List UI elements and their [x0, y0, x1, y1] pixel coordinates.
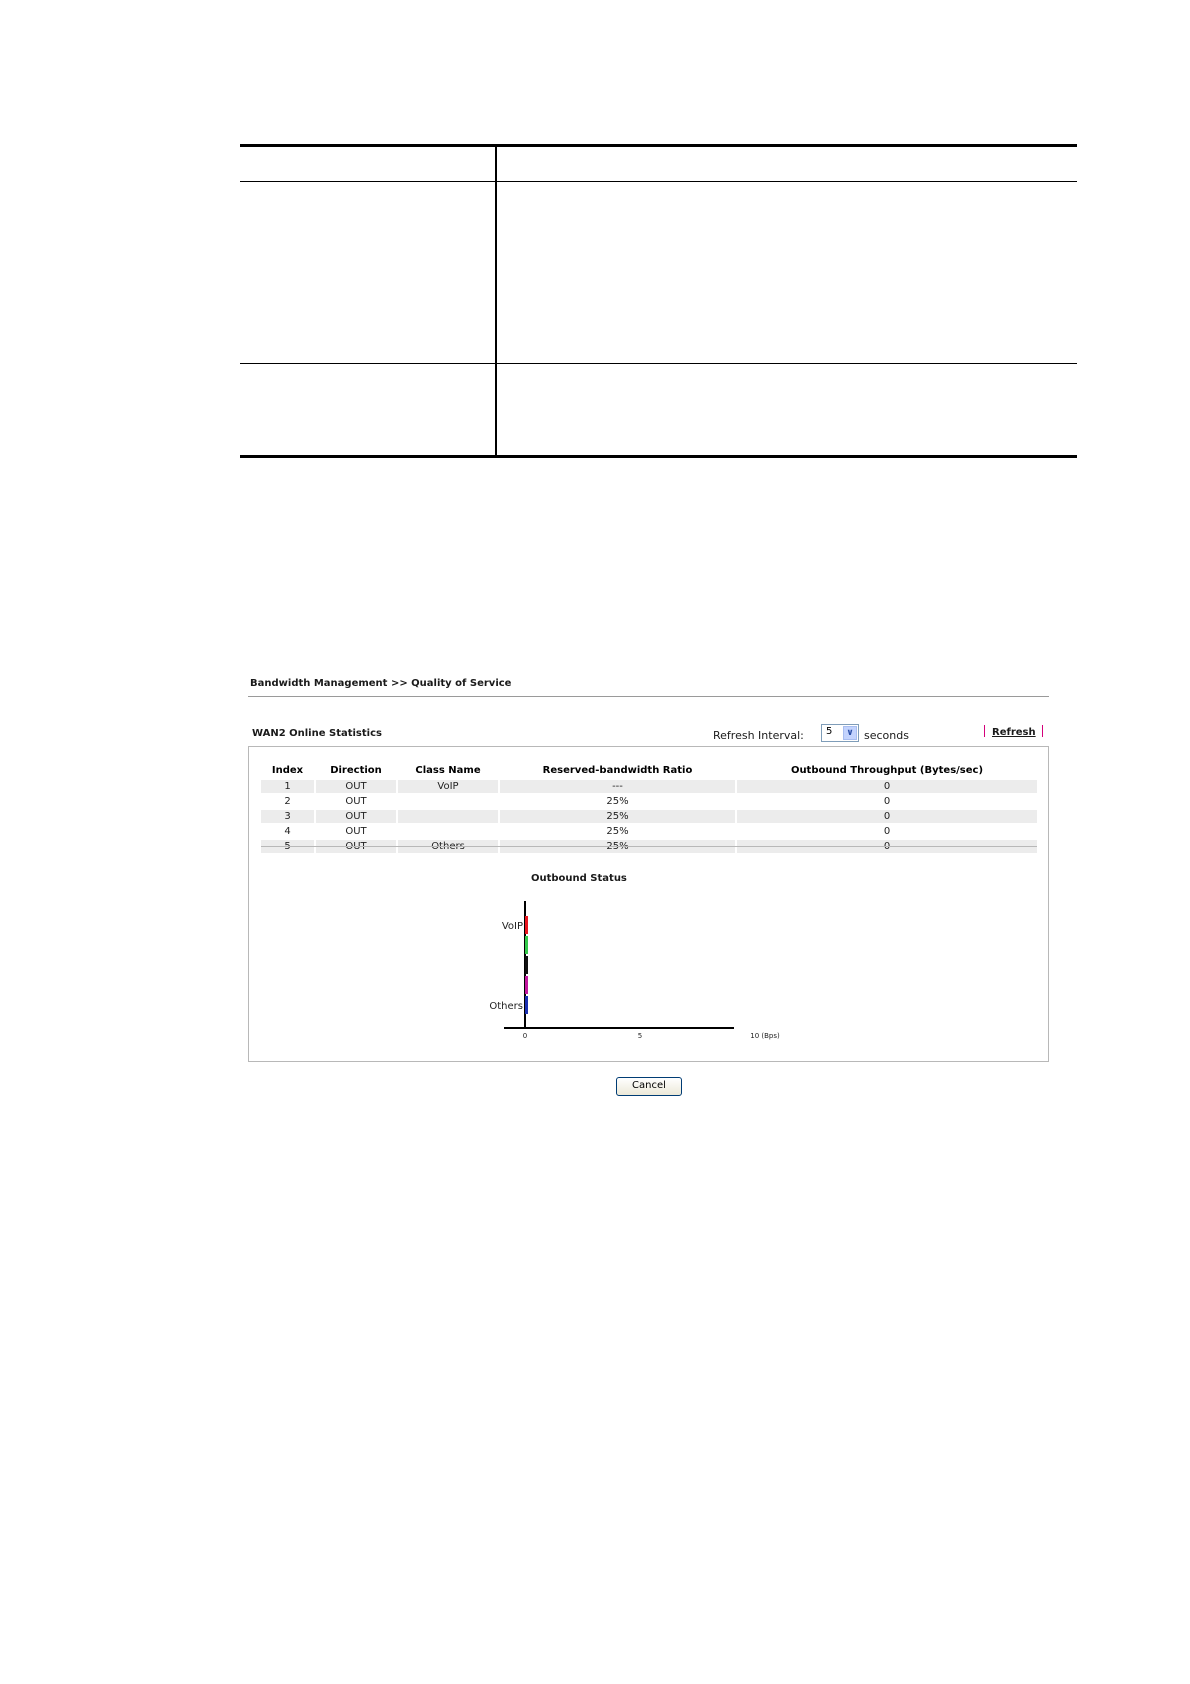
doc-table — [240, 144, 1077, 458]
chevron-down-icon[interactable]: ∨ — [843, 726, 857, 740]
column-header-index: Index — [271, 765, 304, 776]
chart-title: Outbound Status — [531, 873, 627, 884]
bar-2 — [525, 936, 528, 954]
table-column-divider — [495, 144, 497, 458]
column-header-class-name: Class Name — [415, 765, 481, 776]
bar-3 — [525, 956, 528, 974]
chart-svg — [249, 747, 1050, 1063]
breadcrumb: Bandwidth Management >> Quality of Service — [250, 678, 512, 689]
cell-index: 4 — [284, 826, 291, 837]
cell-class-name: VoIP — [398, 780, 498, 793]
cell-direction: OUT — [316, 780, 396, 793]
column-header-throughput: Outbound Throughput (Bytes/sec) — [790, 765, 984, 776]
bar-5 — [525, 996, 528, 1014]
cell-reserved-ratio: 25% — [606, 826, 629, 837]
link-separator-left — [984, 725, 985, 737]
refresh-interval-label: Refresh Interval: — [713, 729, 804, 742]
cell-index: 3 — [261, 810, 314, 823]
cell-reserved-ratio: --- — [500, 780, 735, 793]
cell-throughput: 0 — [883, 796, 891, 807]
cell-direction: OUT — [345, 826, 367, 837]
table-row-rule — [240, 363, 1077, 364]
category-label: VoIP — [501, 921, 523, 932]
section-title: WAN2 Online Statistics — [252, 728, 382, 739]
cancel-button[interactable]: Cancel — [616, 1077, 682, 1096]
cell-index: 2 — [284, 796, 291, 807]
x-tick-label: 5 — [637, 1032, 643, 1040]
statistics-panel — [248, 746, 1049, 1062]
seconds-label: seconds — [864, 729, 909, 742]
refresh-link[interactable]: Refresh — [992, 727, 1036, 738]
cell-reserved-ratio: 25% — [606, 796, 629, 807]
column-header-direction: Direction — [330, 765, 382, 776]
refresh-interval-select[interactable] — [821, 724, 859, 742]
table-top-rule — [240, 144, 1077, 147]
qos-screen — [246, 672, 1050, 1104]
table-header-rule — [240, 181, 1077, 182]
outbound-status-chart — [249, 747, 1050, 1063]
x-tick-label: 0 — [522, 1032, 528, 1040]
cell-throughput: 0 — [883, 826, 891, 837]
link-separator-right — [1042, 725, 1043, 737]
category-label: Others — [489, 1001, 523, 1012]
cell-direction: OUT — [316, 810, 396, 823]
breadcrumb-divider — [248, 696, 1049, 697]
cell-reserved-ratio: 25% — [500, 810, 735, 823]
refresh-interval-value: 5 — [826, 726, 833, 737]
bar-4 — [525, 976, 528, 994]
cell-throughput: 0 — [737, 810, 1037, 823]
column-header-reserved-ratio: Reserved-bandwidth Ratio — [542, 765, 693, 776]
cell-index: 1 — [261, 780, 314, 793]
x-tick-label: 10 (Bps) — [750, 1032, 780, 1040]
cell-direction: OUT — [345, 796, 367, 807]
cell-throughput: 0 — [737, 780, 1037, 793]
bar-1 — [525, 916, 528, 934]
table-bottom-rule — [240, 455, 1077, 458]
